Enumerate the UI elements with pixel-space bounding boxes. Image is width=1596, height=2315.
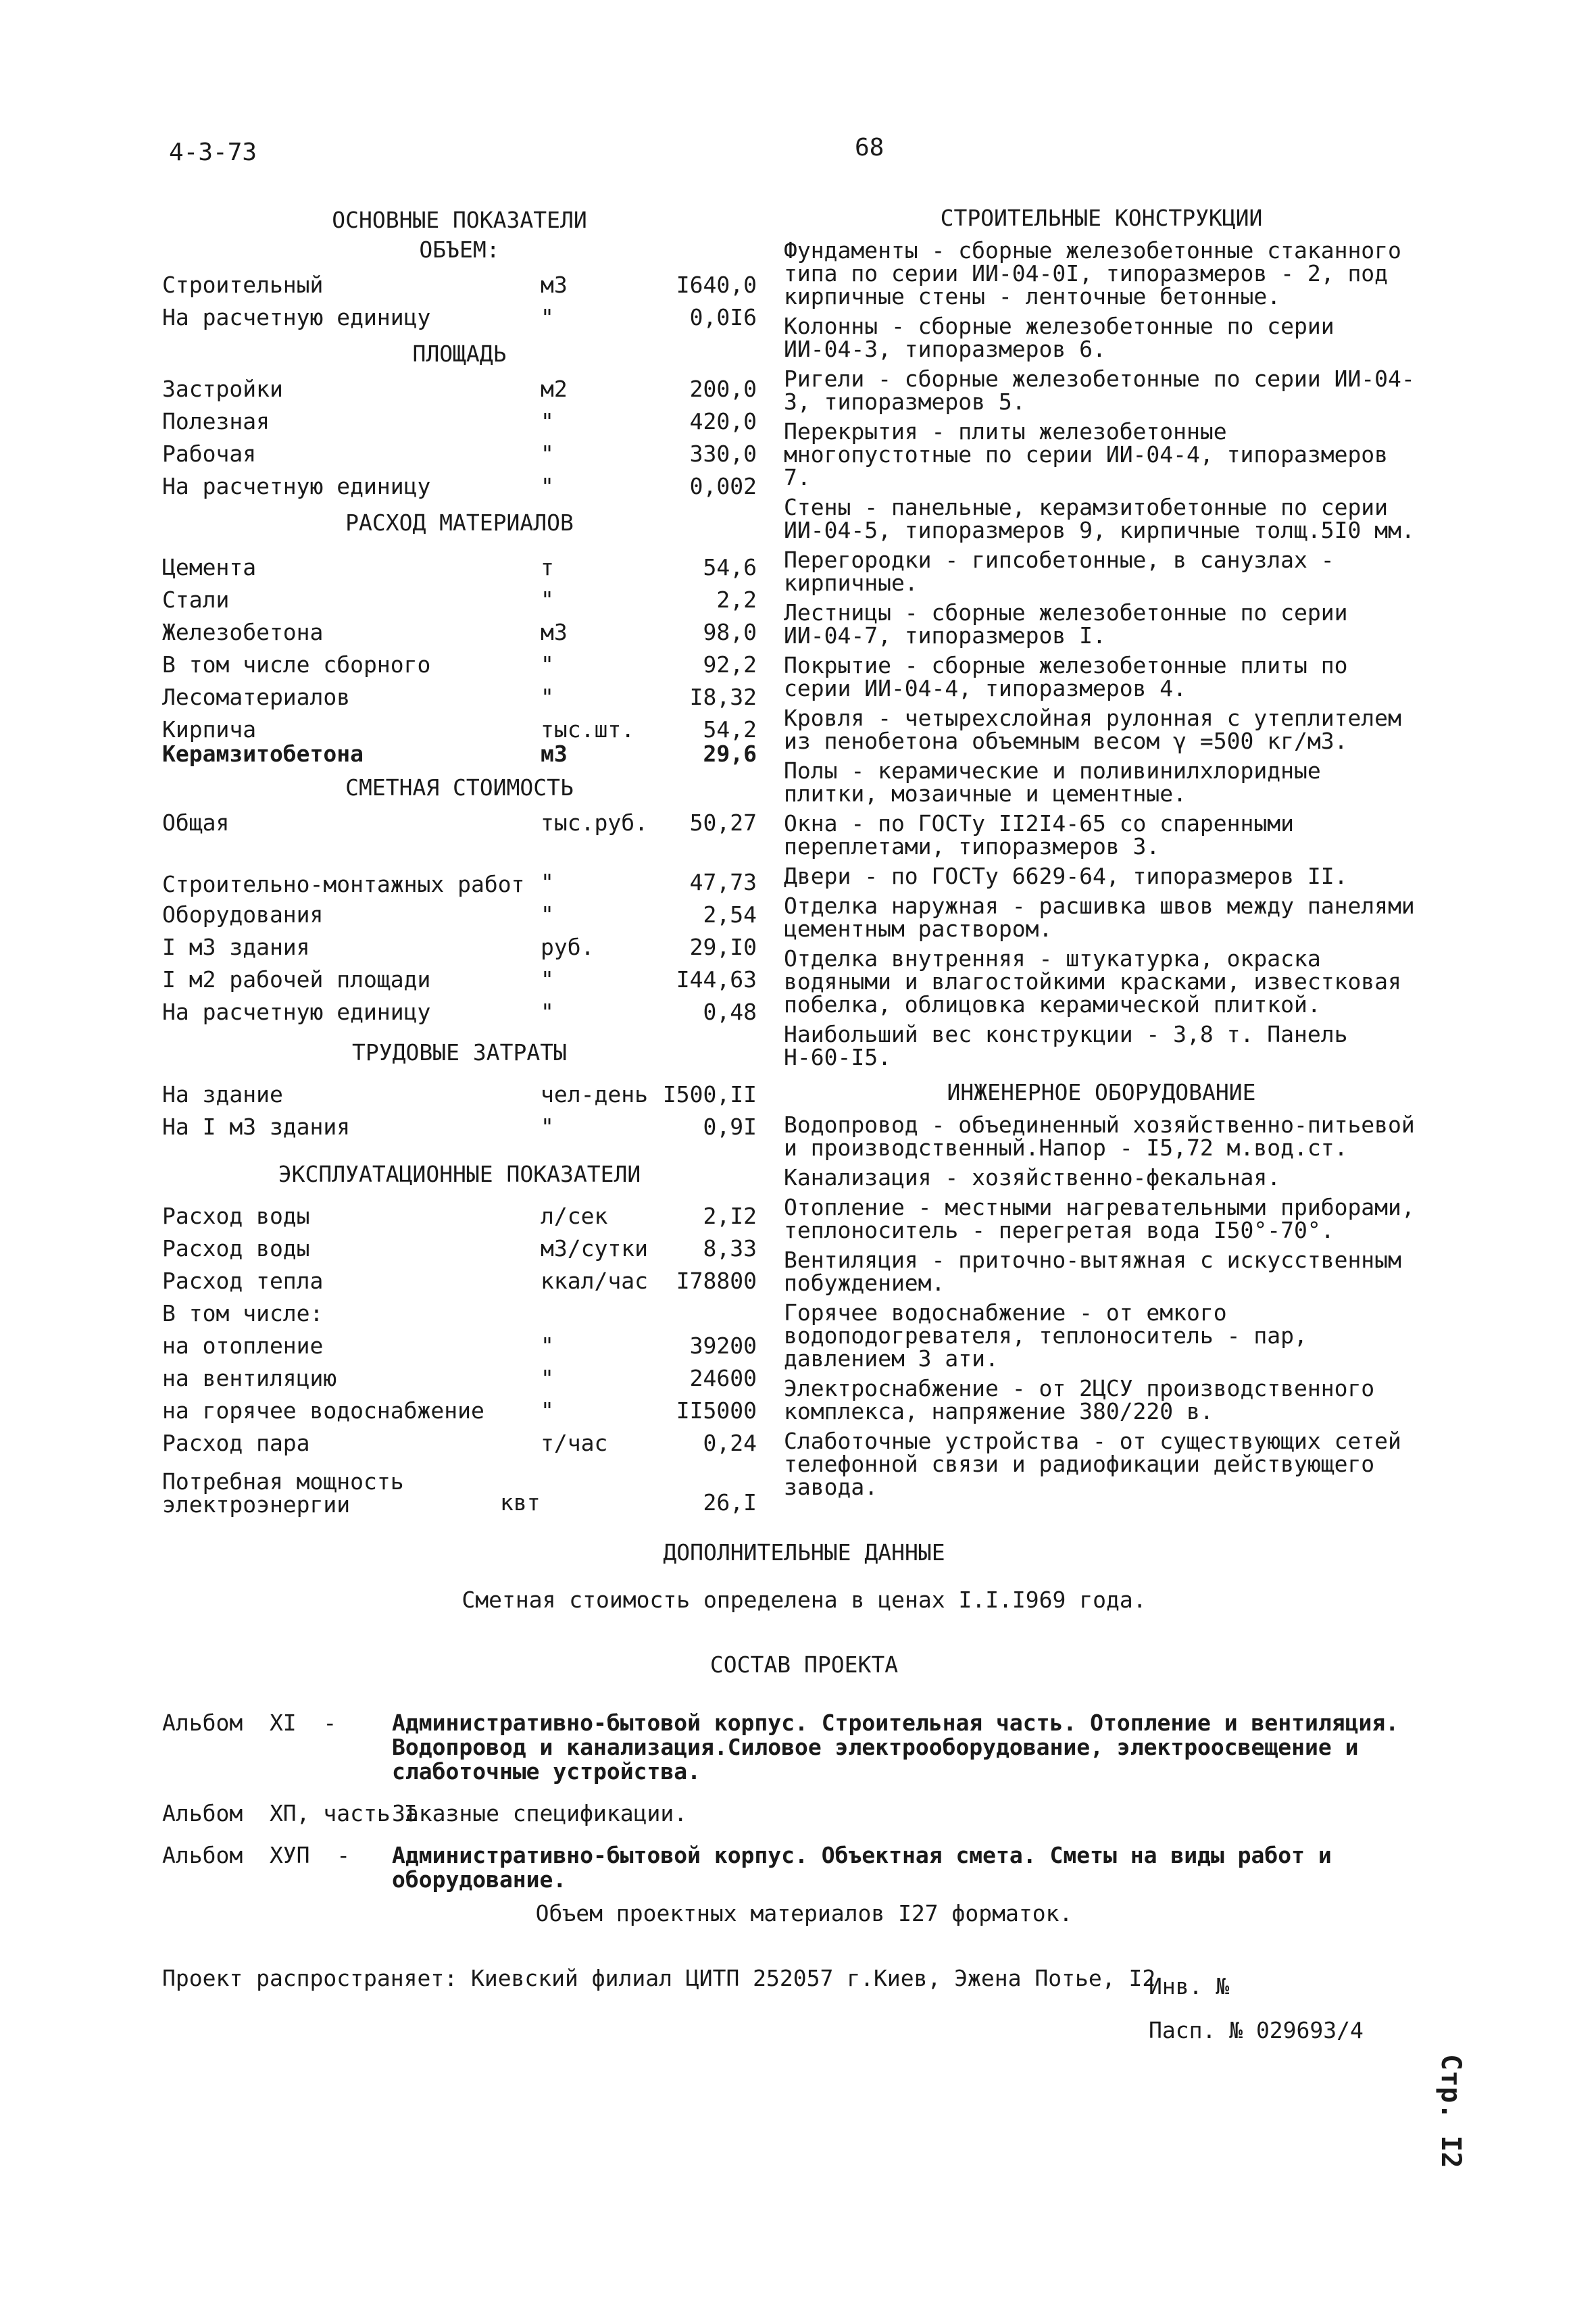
volume-text: Объем проектных материалов I27 форматок. xyxy=(535,1900,1073,1926)
album-name: Альбом XI - xyxy=(162,1710,337,1736)
list-item: Кровля - четырехслойная рулонная с утеплителем из пенобетона объемным весом γ =500 кг/м3. xyxy=(784,705,1401,754)
list-item: Водопровод - объединенный хозяйственно-питьевой и производственный.Напор - I5,72 м.вод.ст. xyxy=(784,1112,1415,1161)
distributor-text: Проект распространяет: Киевский филиал ЦИТП 252057 г.Киев, Эжена Потье, I2 xyxy=(162,1965,1156,1991)
list-item: Горячее водоснабжение - от емкого водоподогревателя, теплоноситель - пар, давлением 3 ати. xyxy=(784,1299,1307,1372)
list-item: Канализация - хозяйственно-фекальная. xyxy=(784,1164,1281,1191)
list-item: Слаботочные устройства - от существующих сетей телефонной связи и радиофикации действующего завода. xyxy=(784,1428,1401,1500)
table-row: Железобетона м3 98,0 xyxy=(162,619,757,645)
table-row: В том числе: xyxy=(162,1300,324,1326)
additional-section xyxy=(162,1541,1446,1991)
table-row: На расчетную единицу " 0,002 xyxy=(162,473,757,499)
inventory-number: Инв. № xyxy=(1149,1973,1230,1999)
table-row: На здание чел-день I500,II xyxy=(162,1081,757,1107)
list-item: Перегородки - гипсобетонные, в санузлах - кирпичные. xyxy=(784,547,1335,596)
list-item: Отделка наружная - расшивка швов между панелями цементным раствором. xyxy=(784,893,1415,942)
table-row: В том числе сборного " 92,2 xyxy=(162,651,757,678)
list-item: Двери - по ГОСТу 6629-64, типоразмеров II. xyxy=(784,863,1348,889)
album-text: Административно-бытовой корпус. Объектная смета. Сметы на виды работ и оборудование. xyxy=(392,1842,1332,1893)
table-row: Расход пара т/час 0,24 xyxy=(162,1430,757,1456)
main-indicators-title: ОСНОВНЫЕ ПОКАЗАТЕЛИ xyxy=(332,207,587,233)
materials-title: РАСХОД МАТЕРИАЛОВ xyxy=(345,509,574,536)
page-number: 68 xyxy=(855,134,884,161)
list-item: Окна - по ГОСТу II2I4-65 со спаренными переплетами, типоразмеров 3. xyxy=(784,810,1294,860)
album-row xyxy=(162,1711,1446,1784)
list-item: Лестницы - сборные железобетонные по серии ИИ-04-7, типоразмеров I. xyxy=(784,599,1348,649)
list-item: Ригели - сборные железобетонные по серии ИИ-04-3, типоразмеров 5. xyxy=(784,366,1415,415)
list-item: Перекрытия - плиты железобетонные многопустотные по серии ИИ-04-4, типоразмеров 7. xyxy=(784,418,1389,491)
table-row: Общая тыс.руб. 50,27 xyxy=(162,810,757,836)
area-title: ПЛОЩАДЬ xyxy=(412,341,507,367)
table-row: I м2 рабочей площади " I44,63 xyxy=(162,966,757,993)
extra-text: Сметная стоимость определена в ценах I.I.I969 года. xyxy=(462,1587,1147,1613)
volume-title: ОБЪЕМ: xyxy=(419,237,500,263)
table-row: I м3 здания руб. 29,I0 xyxy=(162,934,757,960)
table-row: Строительный м3 I640,0 xyxy=(162,272,757,298)
list-item: Вентиляция - приточно-вытяжная с искусственным побуждением. xyxy=(784,1247,1401,1296)
list-item: Электроснабжение - от 2ЦСУ производственного комплекса, напряжение 380/220 в. xyxy=(784,1375,1375,1424)
extra-title: ДОПОЛНИТЕЛЬНЫЕ ДАННЫЕ xyxy=(663,1539,945,1566)
list-item: Наибольший вес конструкции - 3,8 т. Панель Н-60-I5. xyxy=(784,1021,1348,1070)
table-row: Лесоматериалов " I8,32 xyxy=(162,684,757,710)
album-row xyxy=(162,1801,1446,1826)
table-row: На расчетную единицу " 0,0I6 xyxy=(162,304,757,330)
table-row: на горячее водоснабжение " II5000 xyxy=(162,1397,757,1424)
operation-title: ЭКСПЛУАТАЦИОННЫЕ ПОКАЗАТЕЛИ xyxy=(278,1161,641,1187)
table-row: Оборудования " 2,54 xyxy=(162,901,757,928)
list-item: Колонны - сборные железобетонные по серии ИИ-04-3, типоразмеров 6. xyxy=(784,313,1335,362)
constructions-column xyxy=(784,203,1419,1505)
album-name: Альбом XП, часть I - xyxy=(162,1800,458,1826)
table-row: Стали " 2,2 xyxy=(162,587,757,613)
list-item: Отделка внутренняя - штукатурка, окраска водяными и влагостойкими красками, известковая побелка, облицовка керамической плиткой. xyxy=(784,945,1401,1018)
main-indicators xyxy=(162,203,757,1516)
album-name: Альбом ХУП - xyxy=(162,1842,351,1868)
list-item: Покрытие - сборные железобетонные плиты по серии ИИ-04-4, типоразмеров 4. xyxy=(784,652,1348,701)
doc-code: 4-3-73 xyxy=(169,139,257,166)
table-row: Цемента т 54,6 xyxy=(162,554,757,580)
album-text: Заказные спецификации. xyxy=(392,1800,688,1826)
table-row: Расход воды л/сек 2,I2 xyxy=(162,1203,757,1229)
list-item: Стены - панельные, керамзитобетонные по серии ИИ-04-5, типоразмеров 9, кирпичные толщ.5I0 мм. xyxy=(784,494,1415,543)
table-row: Полезная " 420,0 xyxy=(162,408,757,434)
passport-number: Пасп. № 029693/4 xyxy=(1149,2017,1364,2043)
table-row: Расход тепла ккал/час I78800 xyxy=(162,1268,757,1294)
cost-title: СМЕТНАЯ СТОИМОСТЬ xyxy=(345,774,574,801)
table-row: Расход воды м3/сутки 8,33 xyxy=(162,1235,757,1262)
list-item: Полы - керамические и поливинилхлоридные плитки, мозаичные и цементные. xyxy=(784,757,1321,807)
table-row: Строительно-монтажных работ " 47,73 xyxy=(162,869,757,897)
list-item: Фундаменты - сборные железобетонные стаканного типа по серии ИИ-04-0I, типоразмеров - 2, под кирпичные стены - ленточные бетонные. xyxy=(784,237,1401,309)
engineering-title: ИНЖЕНЕРНОЕ ОБОРУДОВАНИЕ xyxy=(947,1079,1256,1105)
table-row: Рабочая " 330,0 xyxy=(162,441,757,467)
composition-title: СОСТАВ ПРОЕКТА xyxy=(709,1651,899,1678)
table-row: На I м3 здания " 0,9I xyxy=(162,1114,757,1140)
table-row: На расчетную единицу " 0,48 xyxy=(162,999,757,1025)
table-row: на отопление " 39200 xyxy=(162,1333,757,1359)
table-row: Керамзитобетона м3 29,6 xyxy=(162,741,757,767)
table-row: Кирпича тыс.шт. 54,2 xyxy=(162,716,757,743)
album-text: Административно-бытовой корпус. Строительная часть. Отопление и вентиляция. Водопровод и канализация.Силовое электрооборудование, электроосвещение и слаботочные устройства. xyxy=(392,1710,1399,1785)
album-row xyxy=(162,1843,1446,1892)
list-item: Отопление - местными нагревательными приборами, теплоноситель - перегретая вода I50°-70°. xyxy=(784,1194,1415,1243)
side-page-number: Стр. I2 xyxy=(1435,2054,1466,2168)
table-row: Потребная мощность электроэнергии квт 26,I xyxy=(162,1468,757,1518)
table-row: на вентиляцию " 24600 xyxy=(162,1365,757,1391)
labor-title: ТРУДОВЫЕ ЗАТРАТЫ xyxy=(352,1039,567,1066)
constructions-title: СТРОИТЕЛЬНЫЕ КОНСТРУКЦИИ xyxy=(940,205,1263,231)
table-row: Застройки м2 200,0 xyxy=(162,376,757,402)
